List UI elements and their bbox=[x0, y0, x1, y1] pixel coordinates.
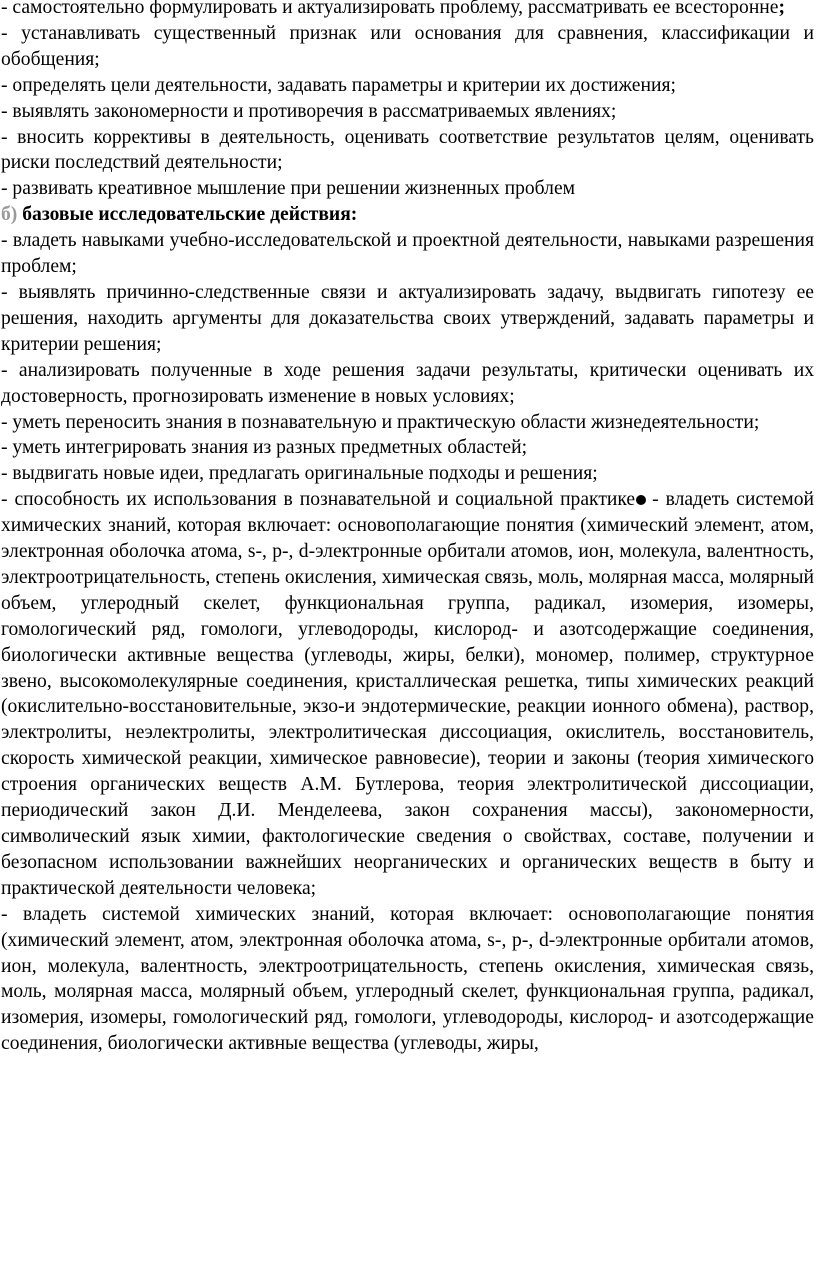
paragraph: - выявлять причинно-следственные связи и актуализировать задачу, выдвигать гипотезу ее решения, находить аргументы для доказательства своих утверждений, задавать параметры и критерии решения; bbox=[1, 281, 814, 355]
paragraph bbox=[1, 487, 814, 902]
bullet-icon bbox=[636, 495, 646, 505]
heading-text: базовые исследовательские действия: bbox=[22, 204, 358, 226]
heading-marker: б) bbox=[1, 204, 18, 226]
paragraph-terminator: ; bbox=[778, 0, 786, 18]
paragraph: - владеть системой химических знаний, которая включает: основополагающие понятия (химический элемент, атом, электронная оболочка атома, s-, p-, d-электронные орбитали атомов, ион, молекула, валентность, электроотрицательность, степень окисления, химическая связь, моль, молярная масса, молярный объем, углеродный скелет, функциональная группа, радикал, изомерия, изомеры, гомологический ряд, гомологи, углеводороды, кислород- и азотсодержащие соединения, биологически активные вещества (углеводы, жиры, bbox=[1, 903, 814, 1055]
paragraph-text: - владеть системой химических знаний, которая включает: основополагающие понятия (химический элемент, атом, электронная оболочка атома, s-, p-, d-электронные орбитали атомов, ион, молекула, валентность, электроотрицательность, степень окисления, химическая связь, моль, молярная масса, молярный объем, углеродный скелет, функциональная группа, радикал, изомерия, изомеры, гомологический ряд, гомологи, углеводороды, кислород- и азотсодержащие соединения, биологически активные вещества (углеводы, жиры, белки), мономер, полимер, структурное звено, высокомолекулярные соединения, кристаллическая решетка, типы химических реакций (окислительно-восстановительные, экзо-и эндотермические, реакции ионного обмена), раствор, электролиты, неэлектролиты, электролитическая диссоциация, окислитель, восстановитель, скорость химической реакции, химическое равновесие), теории и законы (теория химического строения органических веществ А.М. Бутлерова, теория электролитической диссоциации, периодический закон Д.И. Менделеева, закон сохранения массы), закономерности, символический язык химии, фактологические сведения о свойствах, составе, получении и безопасном использовании важнейших неорганических и органических веществ в быту и практической деятельности человека; bbox=[1, 489, 814, 899]
paragraph: - выдвигать новые идеи, предлагать оригинальные подходы и решения; bbox=[1, 463, 598, 485]
paragraph: - определять цели деятельности, задавать параметры и критерии их достижения; bbox=[1, 74, 676, 96]
paragraph: - анализировать полученные в ходе решения задачи результаты, критически оценивать их достоверность, прогнозировать изменение в новых условиях; bbox=[1, 359, 814, 407]
paragraph-text: - способность их использования в познавательной и социальной практике bbox=[1, 489, 636, 511]
paragraph: - уметь интегрировать знания из разных предметных областей; bbox=[1, 437, 528, 459]
paragraph: - устанавливать существенный признак или основания для сравнения, классификации и обобщения; bbox=[1, 22, 814, 70]
paragraph: - развивать креативное мышление при решении жизненных проблем bbox=[1, 178, 576, 200]
paragraph: - вносить коррективы в деятельность, оценивать соответствие результатов целям, оценивать риски последствий деятельности; bbox=[1, 126, 814, 174]
paragraph: - выявлять закономерности и противоречия в рассматриваемых явлениях; bbox=[1, 100, 617, 122]
paragraph-text: - самостоятельно формулировать и актуализировать проблему, рассматривать ее всесторонне bbox=[1, 0, 779, 18]
paragraph: - владеть навыками учебно-исследовательской и проектной деятельности, навыками разрешения проблем; bbox=[1, 230, 814, 278]
section-heading bbox=[1, 202, 814, 228]
paragraph bbox=[1, 0, 814, 21]
paragraph: - уметь переносить знания в познавательную и практическую области жизнедеятельности; bbox=[1, 411, 760, 433]
